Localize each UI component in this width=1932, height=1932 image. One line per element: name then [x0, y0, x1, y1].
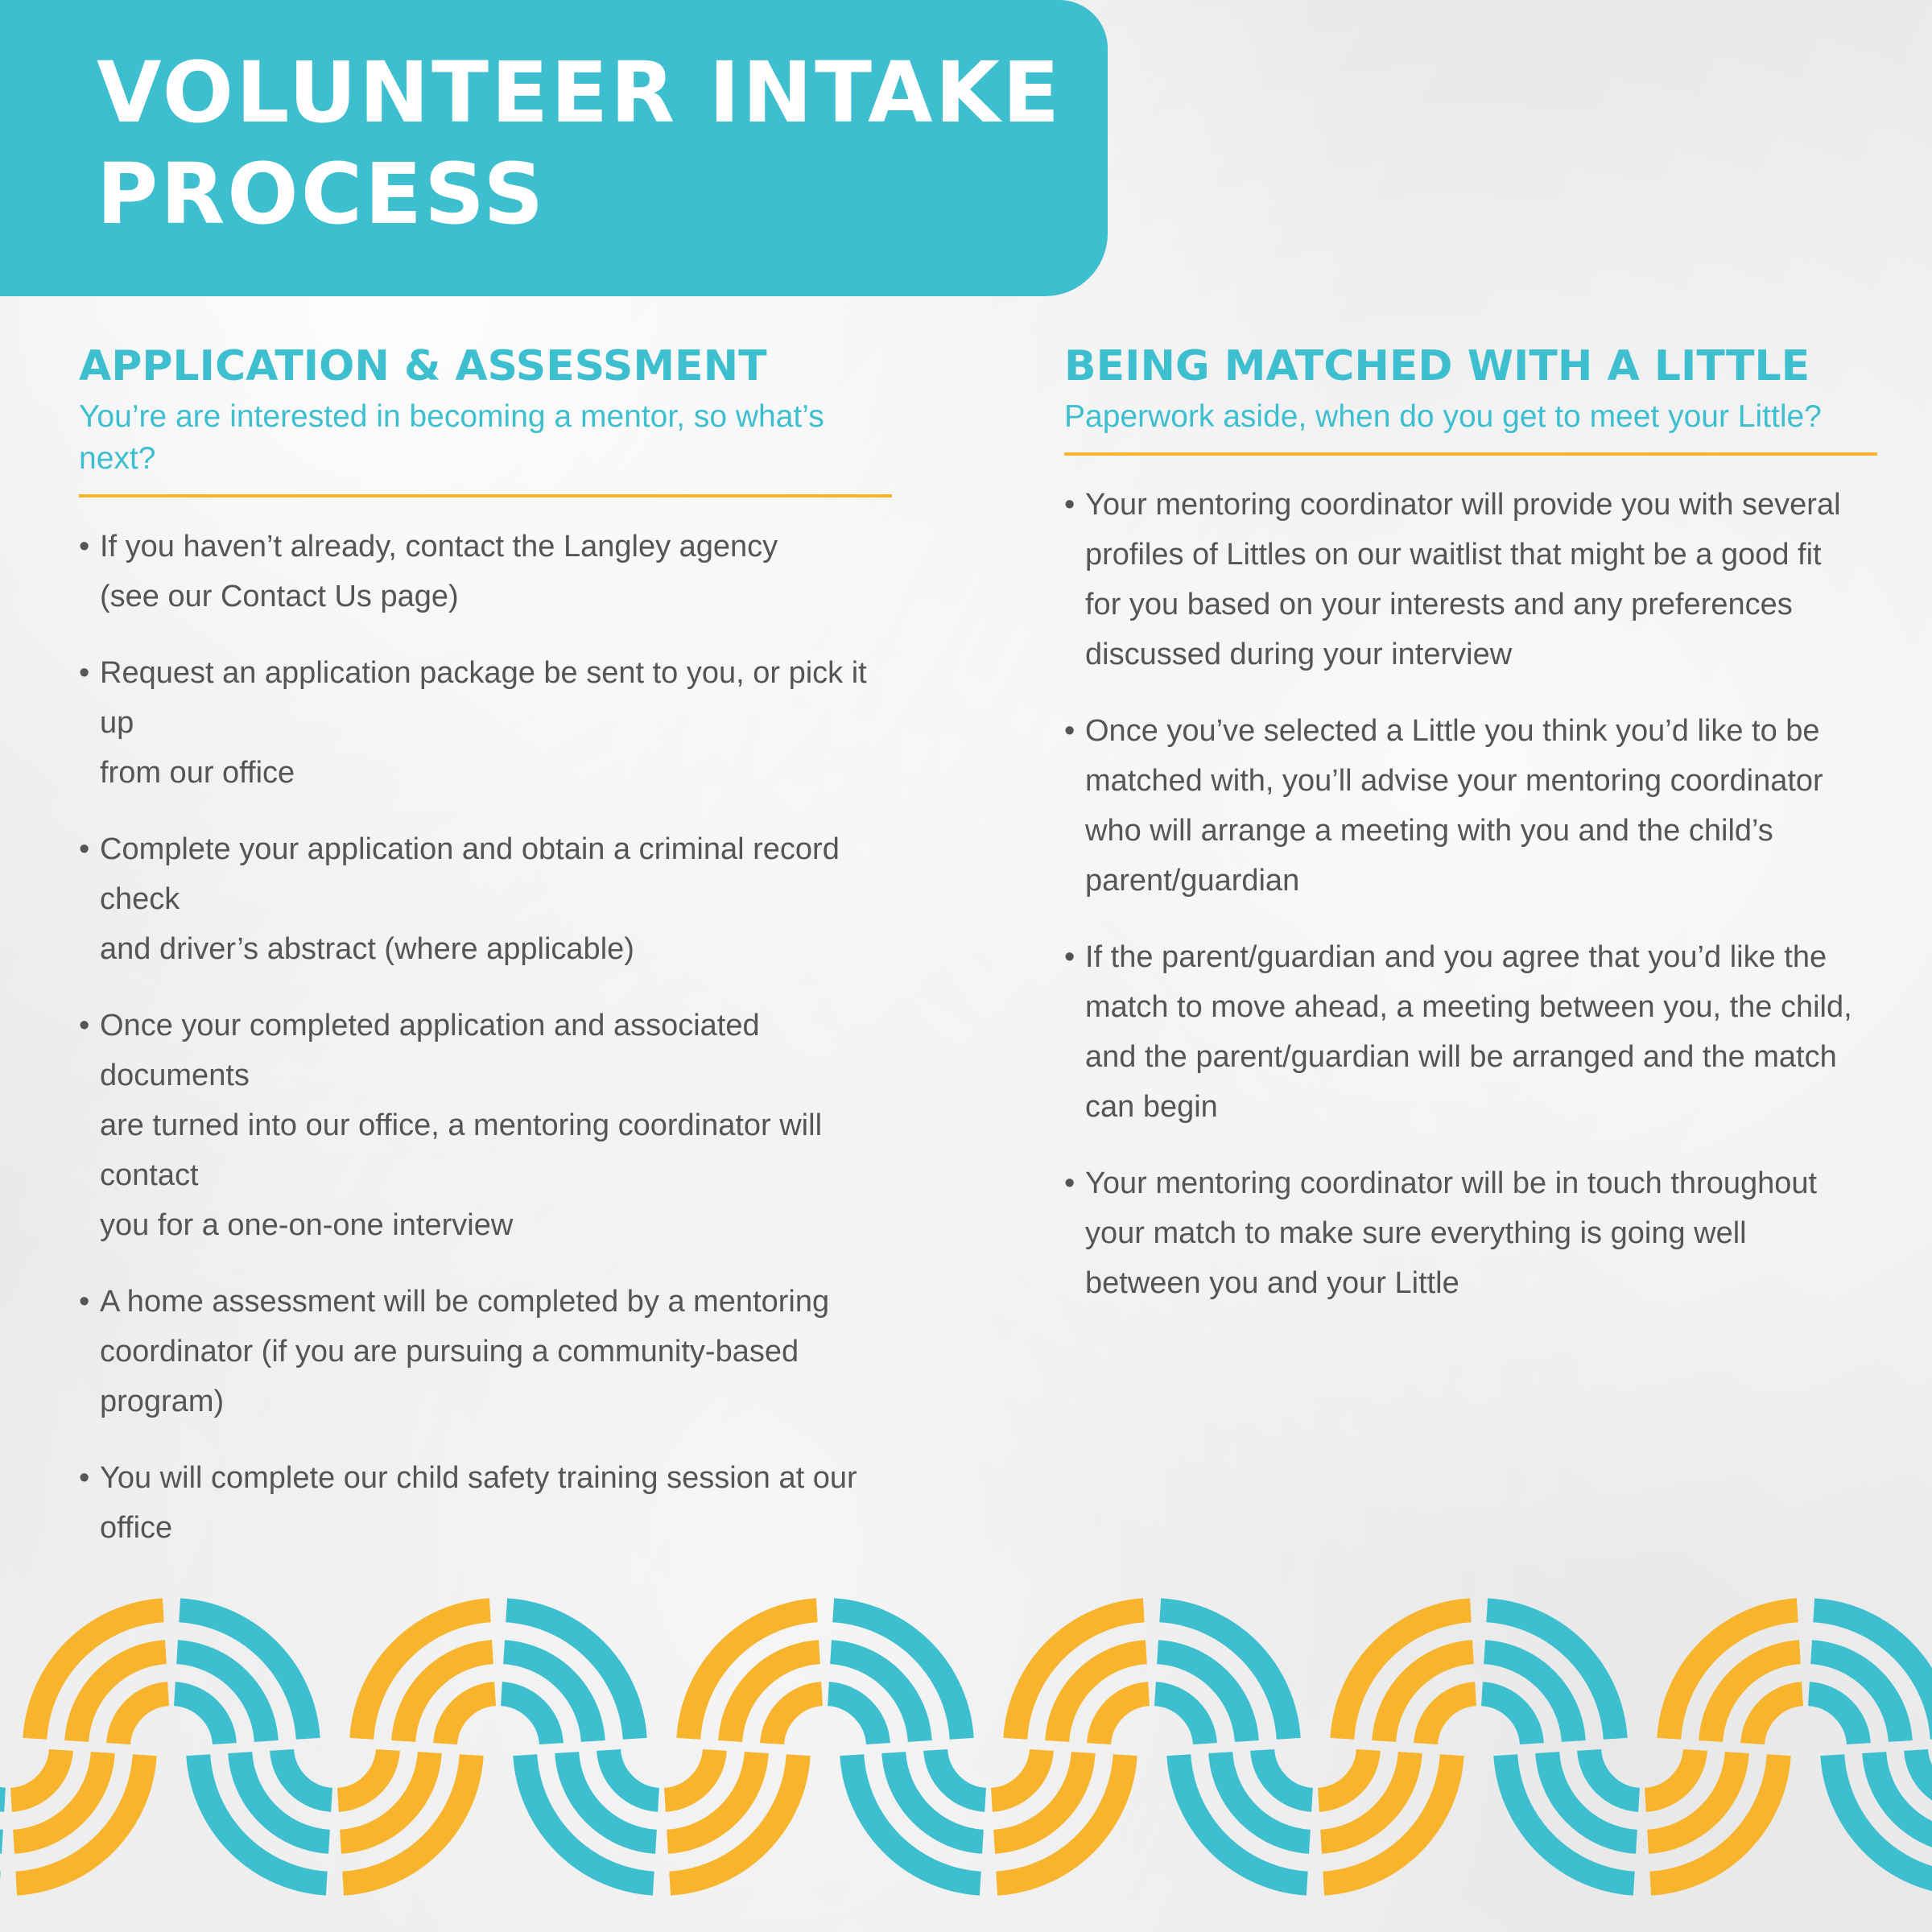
bullet-icon: •: [1064, 1166, 1075, 1200]
wave-arc: [1809, 1694, 1859, 1744]
title-line-1: VOLUNTEER INTAKE: [97, 43, 1063, 142]
section-subheading: You’re are interested in becoming a mentor, so what’s next?: [79, 396, 892, 497]
wave-arc: [665, 1750, 715, 1800]
list-item: • If the parent/guardian and you agree that you’d like the match to move ahead, a meeting between you, the child, and the parent/guardian will be arranged and the match can begin: [1064, 932, 1877, 1132]
wave-arc: [935, 1750, 985, 1800]
bullet-icon: •: [1064, 714, 1075, 748]
list-item: • A home assessment will be completed by a mentoring coordinator (if you are pursuing a community-based program): [79, 1277, 892, 1426]
wave-arc: [1319, 1750, 1368, 1800]
bullet-icon: •: [79, 1285, 90, 1319]
wave-arc: [1916, 1750, 1932, 1800]
list-item: • You will complete our child safety training session at our office: [79, 1453, 892, 1553]
section-subheading: Paperwork aside, when do you get to meet your Little?: [1064, 396, 1877, 456]
bullet-icon: •: [79, 530, 90, 564]
list-item: • Your mentoring coordinator will provide you with several profiles of Littles on our waitlist that might be a good fit for you based on your interests and any preferences discussed during your interview: [1064, 480, 1877, 679]
wave-arc: [772, 1694, 822, 1744]
wave-arc: [282, 1750, 332, 1800]
wave-arc: [502, 1694, 551, 1744]
wave-arc: [1482, 1694, 1532, 1744]
bullet-icon: •: [79, 832, 90, 866]
wave-arc: [1589, 1750, 1639, 1800]
wave-arc: [1752, 1694, 1802, 1744]
list-item: • Request an application package be sent to you, or pick it up from our office: [79, 648, 892, 798]
bullet-icon: •: [79, 656, 90, 690]
wave-arc: [1262, 1750, 1312, 1800]
wave-arc: [445, 1694, 495, 1744]
wave-arc: [992, 1750, 1042, 1800]
list-item: • If you haven’t already, contact the Langley agency (see our Contact Us page): [79, 522, 892, 621]
list-item: • Your mentoring coordinator will be in touch throughout your match to make sure everything is going well between you and your Little: [1064, 1158, 1877, 1308]
wave-arc: [1099, 1694, 1149, 1744]
title-line-2: PROCESS: [97, 145, 547, 243]
wave-arc: [118, 1694, 168, 1744]
bullet-icon: •: [1064, 940, 1075, 974]
bullet-icon: •: [1064, 488, 1075, 522]
bullet-icon: •: [79, 1461, 90, 1495]
section-heading: APPLICATION & ASSESSMENT: [79, 342, 767, 390]
wave-arc: [0, 1750, 5, 1800]
list-item: • Once your completed application and associated documents are turned into our office, a mentoring coordinator will contact you for a one-on-one interview: [79, 1001, 892, 1250]
wave-arc: [1426, 1694, 1476, 1744]
list-item: • Complete your application and obtain a criminal record check and driver’s abstract (where applicable): [79, 824, 892, 974]
wave-arc: [1645, 1750, 1695, 1800]
wave-arc: [11, 1750, 61, 1800]
wave-arc: [609, 1750, 658, 1800]
wave-arc: [338, 1750, 388, 1800]
wave-arc: [175, 1694, 225, 1744]
bullet-icon: •: [79, 1009, 90, 1042]
section-heading: BEING MATCHED WITH A LITTLE: [1064, 342, 1810, 390]
wave-arc: [1155, 1694, 1205, 1744]
wave-arc: [828, 1694, 878, 1744]
list-item: • Once you’ve selected a Little you think you’d like to be matched with, you’ll advise your mentoring coordinator who will arrange a meeting with you and the child’s parent/guardian: [1064, 706, 1877, 906]
